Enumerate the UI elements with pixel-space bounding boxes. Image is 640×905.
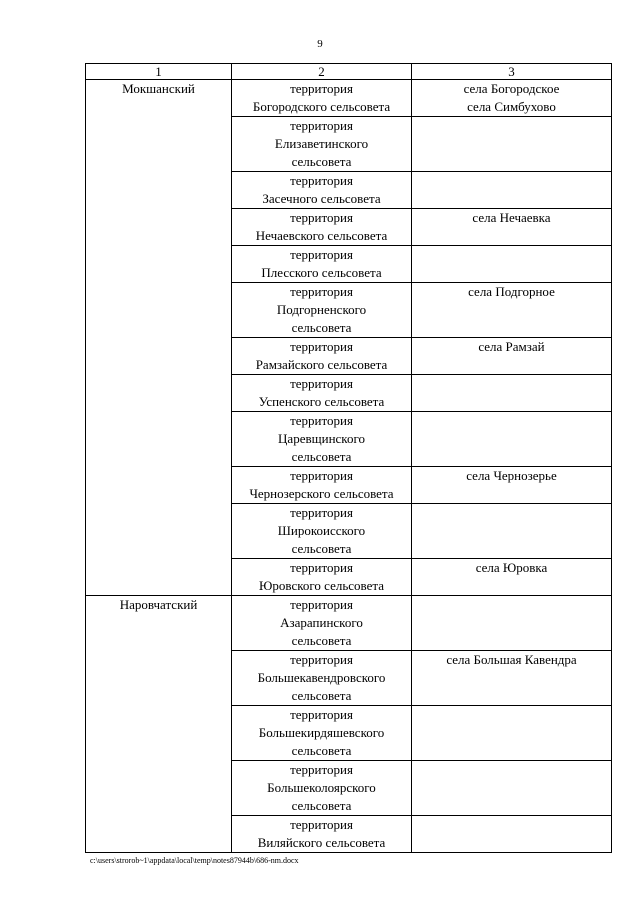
territory-cell bbox=[232, 706, 412, 761]
villages-cell bbox=[412, 504, 612, 559]
table-row bbox=[86, 80, 612, 117]
territory-line: Большеколоярского bbox=[267, 780, 376, 795]
villages-cell bbox=[412, 467, 612, 504]
territory-line: сельсовета bbox=[291, 320, 352, 335]
villages-cell bbox=[412, 172, 612, 209]
territory-cell bbox=[232, 412, 412, 467]
territory-line: Юровского сельсовета bbox=[259, 578, 384, 593]
territory-line: Засечного сельсовета bbox=[262, 191, 381, 206]
villages-cell bbox=[412, 80, 612, 117]
territory-line: Виляйского сельсовета bbox=[257, 835, 386, 850]
villages-cell bbox=[412, 283, 612, 338]
territory-line: Чернозерского сельсовета bbox=[249, 486, 394, 501]
territory-cell bbox=[232, 761, 412, 816]
villages-cell bbox=[412, 209, 612, 246]
territory-cell bbox=[232, 117, 412, 172]
villages-cell bbox=[412, 559, 612, 596]
territory-cell bbox=[232, 375, 412, 412]
territory-line: территория bbox=[290, 560, 353, 575]
district-cell: Мокшанский bbox=[86, 80, 232, 596]
territory-line: территория bbox=[290, 118, 353, 133]
territory-line: Богородского сельсовета bbox=[252, 99, 391, 114]
territory-line: территория bbox=[290, 652, 353, 667]
district-cell: Наровчатский bbox=[86, 596, 232, 853]
village-line: села Юровка bbox=[475, 560, 548, 575]
village-line: села Подгорное bbox=[468, 284, 555, 299]
village-line: села Нечаевка bbox=[472, 210, 551, 225]
territory-line: территория bbox=[290, 413, 353, 428]
villages-cell bbox=[412, 651, 612, 706]
territory-cell bbox=[232, 651, 412, 706]
territory-line: Плесского сельсовета bbox=[261, 265, 382, 280]
table-row bbox=[86, 596, 612, 651]
village-line: села Рамзай bbox=[478, 339, 545, 354]
territory-line: территория bbox=[290, 597, 353, 612]
territory-line: сельсовета bbox=[291, 541, 352, 556]
villages-cell bbox=[412, 761, 612, 816]
territory-cell bbox=[232, 80, 412, 117]
header-col-2: 2 bbox=[232, 64, 412, 80]
territory-line: сельсовета bbox=[291, 743, 352, 758]
villages-cell bbox=[412, 706, 612, 761]
village-line: села Чернозерье bbox=[466, 468, 557, 483]
territory-line: Подгорненского bbox=[276, 302, 367, 317]
villages-cell bbox=[412, 375, 612, 412]
village-line: села Большая Кавендра bbox=[446, 652, 577, 667]
territory-line: территория bbox=[290, 817, 353, 832]
file-path-footer: c:\users\strorob~1\appdata\local\temp\notes87944b\686-nm.docx bbox=[90, 856, 299, 865]
territory-line: Елизаветинского bbox=[274, 136, 369, 151]
territory-line: территория bbox=[290, 173, 353, 188]
territory-cell bbox=[232, 559, 412, 596]
territory-line: территория bbox=[290, 81, 353, 96]
villages-cell bbox=[412, 246, 612, 283]
village-line: села Богородское bbox=[463, 81, 560, 96]
territory-line: территория bbox=[290, 210, 353, 225]
villages-cell bbox=[412, 338, 612, 375]
territory-line: территория bbox=[290, 247, 353, 262]
territory-line: Нечаевского сельсовета bbox=[255, 228, 388, 243]
territory-line: Успенского сельсовета bbox=[258, 394, 385, 409]
territory-cell bbox=[232, 338, 412, 375]
territory-line: Широкоисского bbox=[277, 523, 366, 538]
table-header-row bbox=[86, 64, 612, 80]
villages-cell bbox=[412, 412, 612, 467]
territory-line: территория bbox=[290, 505, 353, 520]
territory-line: Большекирдяшевского bbox=[258, 725, 385, 740]
territory-line: территория bbox=[290, 762, 353, 777]
territory-cell bbox=[232, 467, 412, 504]
villages-cell bbox=[412, 117, 612, 172]
header-col-1: 1 bbox=[86, 64, 232, 80]
territory-line: сельсовета bbox=[291, 798, 352, 813]
page-number: 9 bbox=[317, 38, 323, 50]
territory-cell bbox=[232, 172, 412, 209]
territory-cell bbox=[232, 596, 412, 651]
territory-line: Азарапинского bbox=[280, 615, 363, 630]
village-line: села Симбухово bbox=[467, 99, 556, 114]
territory-cell bbox=[232, 246, 412, 283]
territory-cell bbox=[232, 283, 412, 338]
territory-line: Рамзайского сельсовета bbox=[255, 357, 388, 372]
territory-cell bbox=[232, 816, 412, 853]
territory-line: территория bbox=[290, 707, 353, 722]
villages-cell bbox=[412, 596, 612, 651]
villages-cell bbox=[412, 816, 612, 853]
territory-line: Большекавендровского bbox=[257, 670, 386, 685]
territory-cell bbox=[232, 209, 412, 246]
table-body bbox=[86, 64, 612, 853]
territory-line: территория bbox=[290, 339, 353, 354]
settlements-table bbox=[85, 63, 612, 853]
territory-line: Царевщинского bbox=[278, 431, 365, 446]
territory-line: территория bbox=[290, 468, 353, 483]
territory-line: территория bbox=[290, 376, 353, 391]
territory-line: сельсовета bbox=[291, 449, 352, 464]
territory-cell bbox=[232, 504, 412, 559]
header-col-3: 3 bbox=[412, 64, 612, 80]
territory-line: сельсовета bbox=[291, 688, 352, 703]
territory-line: сельсовета bbox=[291, 633, 352, 648]
territory-line: сельсовета bbox=[291, 154, 352, 169]
territory-line: территория bbox=[290, 284, 353, 299]
